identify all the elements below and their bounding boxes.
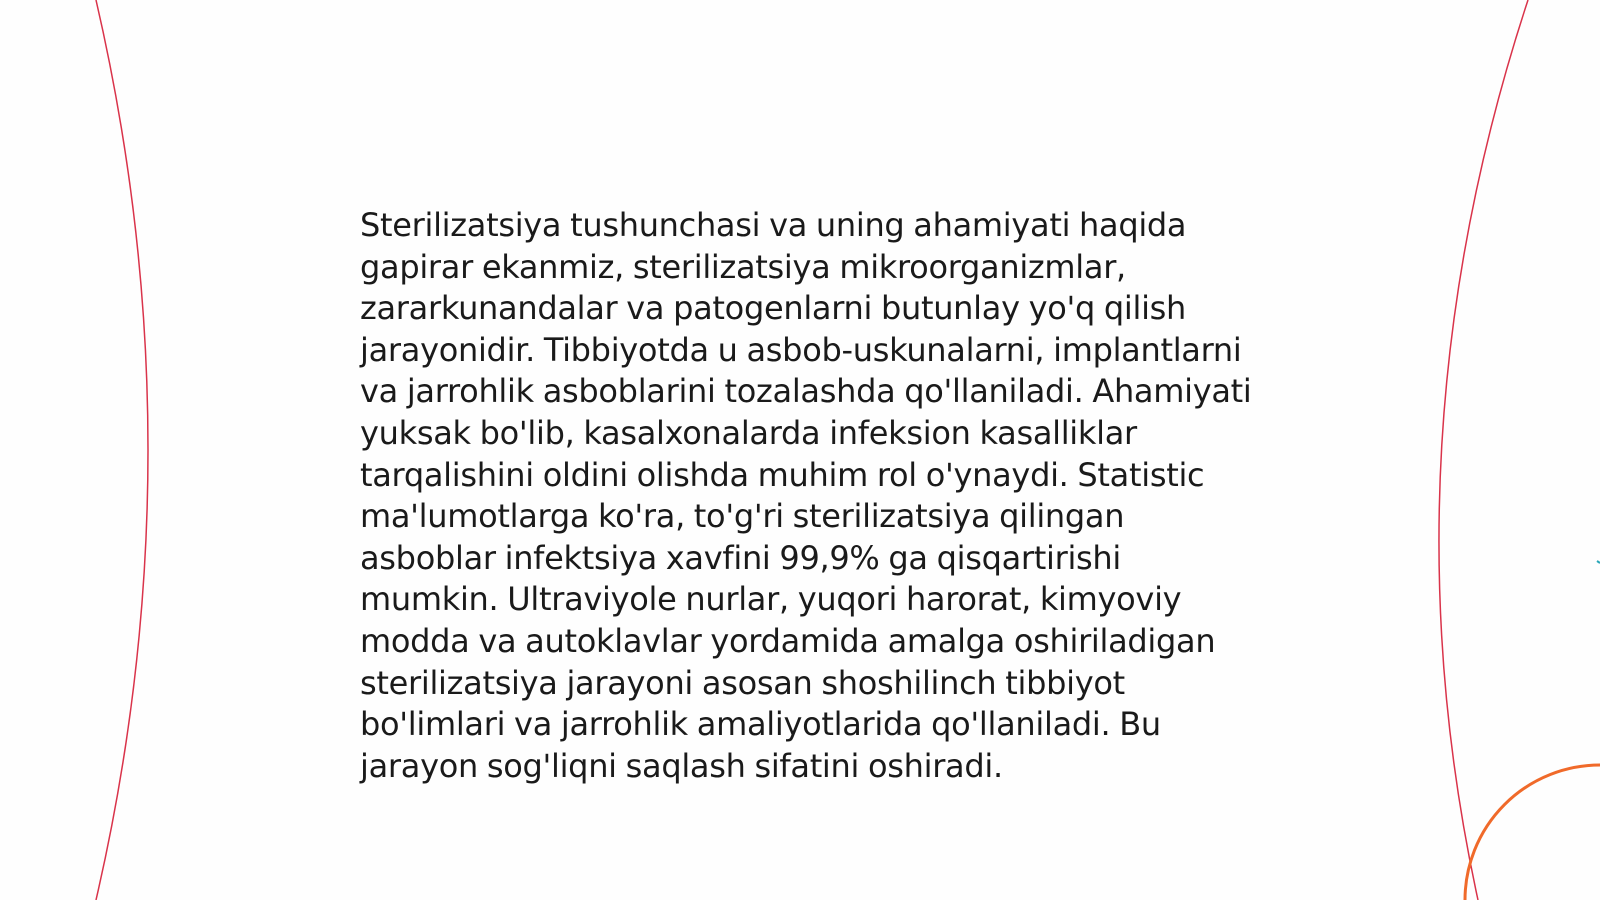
body-paragraph: Sterilizatsiya tushunchasi va uning ahamiyati haqida gapirar ekanmiz, sterilizatsiya mikroorganizmlar, zararkunandalar va patogenlarni butunlay yo'q qilish jarayonidir. Tibbiyotda u asbob-uskunalarni, implantlarni va jarrohlik asboblarini tozalashda qo'llaniladi. Ahamiyati yuksak bo'lib, kasalxonalarda infeksion kasalliklar tarqalishini oldini olishda muhim rol o'ynaydi. Statistic ma'lumotlarga ko'ra, to'g'ri sterilizatsiya qilingan asboblar infektsiya xavfini 99,9% ga qisqartirishi mumkin. Ultraviyole nurlar, yuqori harorat, kimyoviy modda va autoklavlar yordamida amalga oshiriladigan sterilizatsiya jarayoni asosan shoshilinch tibbiyot bo'limlari va jarrohlik amaliyotlarida qo'llaniladi. Bu jarayon sog'liqni saqlash sifatini oshiradi. [360, 206, 1252, 785]
left-arc-line [96, 0, 148, 900]
right-arc-line [1439, 0, 1528, 900]
orange-accent-circle [1465, 765, 1600, 900]
